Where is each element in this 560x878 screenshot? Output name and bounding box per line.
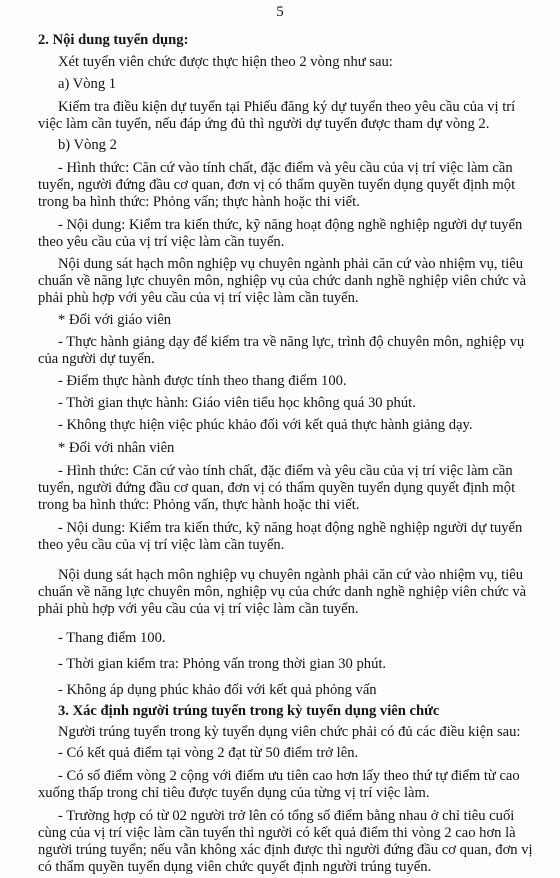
paragraph-line: của người dự tuyển. [38,351,155,367]
paragraph-line: Nội dung sát hạch môn nghiệp vụ chuyên ngành phải căn cứ vào nhiệm vụ, tiêu [58,256,524,272]
paragraph-line: tuyển, người đứng đầu cơ quan, đơn vị có thẩm quyền tuyển dụng quyết định một [38,177,516,193]
round1-label: a) Vòng 1 [58,76,117,92]
paragraph-line: tuyển, người đứng đầu cơ quan, đơn vị có thẩm quyền tuyển dụng quyết định một [38,480,516,496]
paragraph-line: trong ba hình thức: Phỏng vấn; thực hành hoặc thi viết. [38,194,360,210]
paragraph-line: cùng của vị trí việc làm cần tuyển thì người có kết quả điểm thi vòng 2 cao hơn là [38,825,516,841]
paragraph-line: chuẩn về năng lực chuyên môn, nghiệp vụ của chức danh nghề nghiệp viên chức và [38,273,527,289]
paragraph-line: - Thang điểm 100. [58,630,166,646]
paragraph-line: việc làm cần tuyển, nếu đáp ứng đủ thì người dự tuyển được tham dự vòng 2. [38,116,490,132]
paragraph-line: chuẩn về năng lực chuyên môn, nghiệp vụ của chức danh nghề nghiệp viên chức và [38,584,527,600]
paragraph-line: - Thời gian thực hành: Giáo viên tiểu học không quá 30 phút. [58,395,416,411]
staff-label: * Đối với nhân viên [58,440,175,456]
paragraph-line: - Không thực hiện việc phúc khảo đối với kết quả thực hành giảng dạy. [58,417,473,433]
paragraph-line: phải phù hợp với yêu cầu của vị trí việc làm cần tuyển. [38,290,359,306]
paragraph-line: - Thời gian kiểm tra: Phỏng vấn trong thời gian 30 phút. [58,656,387,672]
paragraph-line: người trúng tuyển; nếu vẫn không xác định được thì người đứng đầu cơ quan, đơn vị [38,842,533,858]
paragraph-line: Xét tuyển viên chức được thực hiện theo 2 vòng như sau: [58,54,393,70]
paragraph-line: - Thực hành giảng dạy để kiểm tra về năng lực, trình độ chuyên môn, nghiệp vụ [58,334,525,350]
paragraph-line: Nội dung sát hạch môn nghiệp vụ chuyên ngành phải căn cứ vào nhiệm vụ, tiêu [58,567,524,583]
teacher-label: * Đối với giáo viên [58,312,172,328]
paragraph-line: xuống thấp trong chỉ tiêu được tuyển dụng của từng vị trí việc làm. [38,785,430,801]
page-number: 5 [276,4,284,20]
paragraph-line: - Nội dung: Kiểm tra kiến thức, kỹ năng hoạt động nghề nghiệp người dự tuyển [58,520,523,536]
round2-label: b) Vòng 2 [58,137,117,153]
paragraph-line: - Có số điểm vòng 2 cộng với điểm ưu tiên cao hơn lấy theo thứ tự điểm từ cao [58,768,520,784]
paragraph-line: - Không áp dụng phúc khảo đối với kết quả phỏng vấn [58,682,377,698]
paragraph-line: có thẩm quyền tuyển dụng viên chức quyết định người trúng tuyển. [38,859,432,875]
paragraph-line: trong ba hình thức: Phỏng vấn, thực hành hoặc thi viết. [38,497,360,513]
paragraph-line: - Điểm thực hành được tính theo thang điểm 100. [58,373,347,389]
paragraph-line: - Trường hợp có từ 02 người trở lên có tổng số điểm bằng nhau ở chỉ tiêu cuối [58,808,515,824]
paragraph-line: - Có kết quả điểm tại vòng 2 đạt từ 50 điểm trở lên. [58,745,359,761]
paragraph-line: - Nội dung: Kiểm tra kiến thức, kỹ năng hoạt động nghề nghiệp người dự tuyển [58,217,523,233]
paragraph-line: Kiểm tra điều kiện dự tuyển tại Phiếu đăng ký dự tuyển theo yêu cầu của vị trí [58,99,516,115]
paragraph-line: theo yêu cầu của vị trí việc làm cần tuyển. [38,234,285,250]
paragraph-line: - Hình thức: Căn cứ vào tính chất, đặc điểm và yêu cầu của vị trí việc làm cần [58,160,513,176]
paragraph-line: - Hình thức: Căn cứ vào tính chất, đặc điểm và yêu cầu của vị trí việc làm cần [58,463,513,479]
paragraph-line: phải phù hợp với yêu cầu của vị trí việc làm cần tuyển. [38,601,359,617]
paragraph-line: theo yêu cầu của vị trí việc làm cần tuyển. [38,537,285,553]
section-heading-3: 3. Xác định người trúng tuyển trong kỳ tuyển dụng viên chức [58,703,440,719]
paragraph-line: Người trúng tuyển trong kỳ tuyển dụng viên chức phải có đủ các điều kiện sau: [58,724,521,740]
section-heading-2: 2. Nội dung tuyển dụng: [38,32,189,48]
